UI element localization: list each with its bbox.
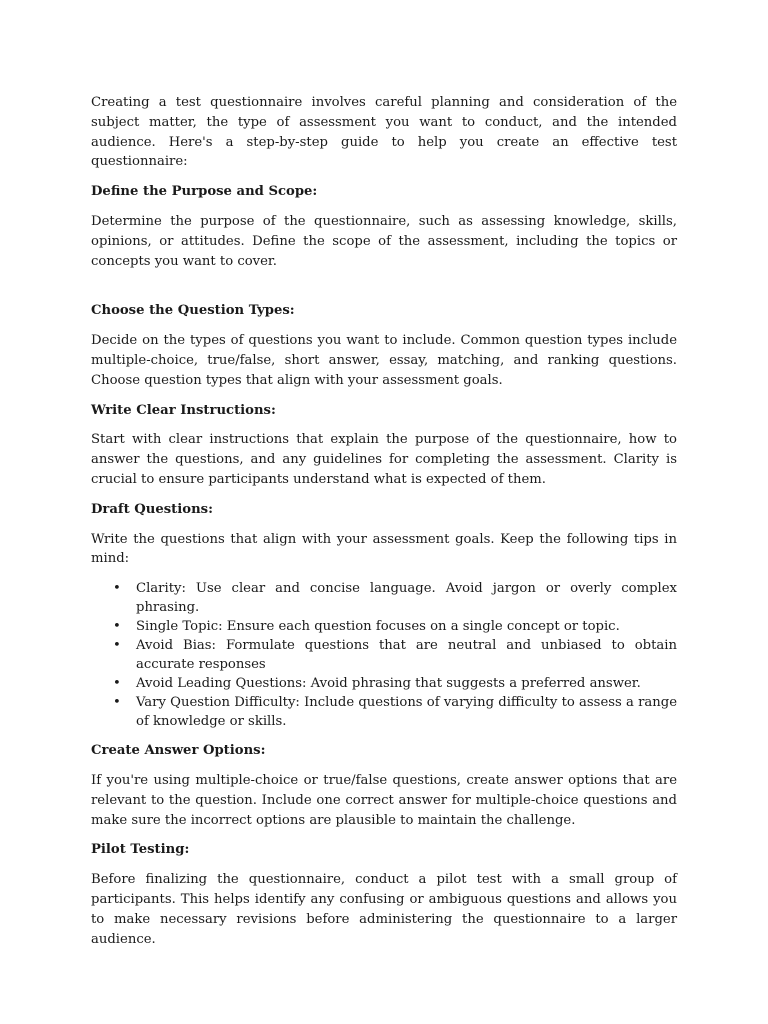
heading-purpose-scope: Define the Purpose and Scope:	[91, 184, 318, 200]
list-item	[91, 579, 677, 617]
paragraph-question-types: Decide on the types of questions you want to include. Common question types include multiple-choice, true/false, short answer, essay, matching, and ranking questions. Choose question types that align with your assessment goals.	[91, 333, 677, 388]
bullet-icon: •	[113, 638, 121, 654]
heading-question-types: Choose the Question Types:	[91, 303, 295, 319]
paragraph-purpose-scope: Determine the purpose of the questionnaire, such as assessing knowledge, skills, opinions, or attitudes. Define the scope of the assessment, including the topics or concepts you want to cover.	[91, 213, 677, 269]
list-item-text: Vary Question Difficulty: Include questions of varying difficulty to assess a range of knowledge or skills.	[136, 695, 677, 730]
bullet-icon: •	[113, 619, 121, 635]
list-item-text: Avoid Leading Questions: Avoid phrasing that suggests a preferred answer.	[136, 676, 641, 692]
list-item	[91, 617, 677, 636]
intro-paragraph: Creating a test questionnaire involves careful planning and consideration of the subject matter, the type of assessment you want to conduct, and the intended audience. Here's a step-by-step guide to help you create an effective test questionnaire:	[91, 95, 677, 170]
list-item	[91, 636, 677, 674]
heading-instructions: Write Clear Instructions:	[91, 402, 276, 418]
list-item-text: Single Topic: Ensure each question focuses on a single concept or topic.	[136, 619, 620, 635]
list-item-text: Clarity: Use clear and concise language. Avoid jargon or overly complex phrasing.	[136, 581, 677, 616]
list-item-text: Avoid Bias: Formulate questions that are neutral and unbiased to obtain accurate responses	[136, 638, 677, 673]
paragraph-answer-options: If you're using multiple-choice or true/false questions, create answer options that are relevant to the question. Include one correct answer for multiple-choice questions and make sure the incorrect options are plausible to maintain the challenge.	[91, 772, 677, 828]
list-item	[91, 674, 677, 693]
bullet-icon: •	[113, 676, 121, 692]
list-item	[91, 693, 677, 731]
heading-draft-questions: Draft Questions:	[91, 501, 213, 517]
paragraph-draft-questions: Write the questions that align with your assessment goals. Keep the following tips in mind:	[91, 531, 677, 567]
heading-answer-options: Create Answer Options:	[91, 743, 266, 759]
bullet-icon: •	[113, 695, 121, 711]
tips-list	[91, 579, 677, 731]
paragraph-pilot-testing: Before finalizing the questionnaire, conduct a pilot test with a small group of participants. This helps identify any confusing or ambiguous questions and allows you to make necessary revisions before administering the questionnaire to a larger audience.	[91, 872, 677, 947]
blank-line	[91, 281, 677, 301]
paragraph-instructions: Start with clear instructions that explain the purpose of the questionnaire, how to answer the questions, and any guidelines for completing the assessment. Clarity is crucial to ensure participants understand what is expected of them.	[91, 432, 677, 487]
document-page	[91, 93, 677, 959]
bullet-icon: •	[113, 581, 121, 597]
heading-pilot-testing: Pilot Testing:	[91, 842, 190, 858]
